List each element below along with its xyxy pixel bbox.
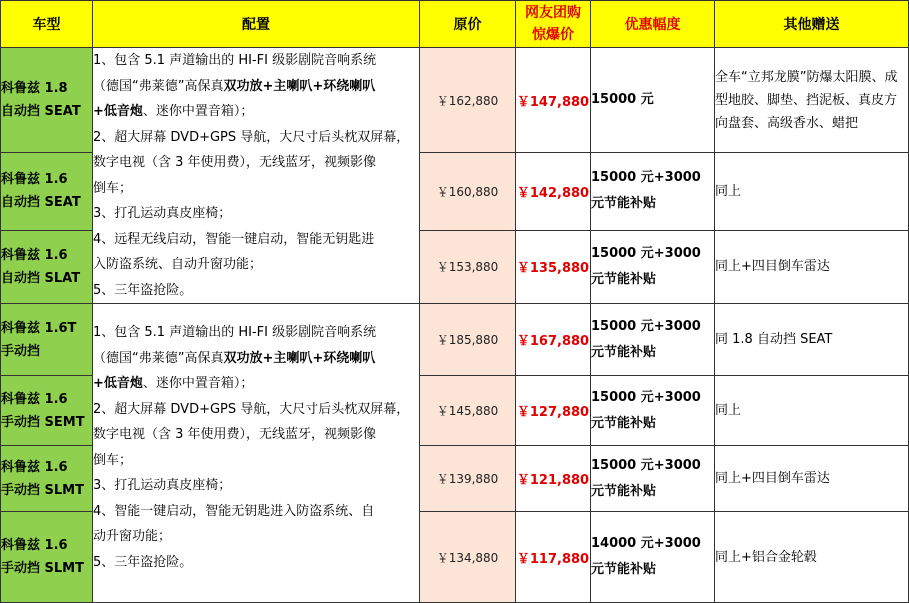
discount-line1: 14000 元+3000 [591, 536, 701, 551]
gift-cell: 同上 [715, 153, 909, 231]
discount-line2: 元节能补贴 [591, 271, 657, 287]
config-line: 1、包含 5.1 声道输出的 HI-FI 级影剧院音响系统 [93, 325, 377, 340]
orig-price: ￥139,880 [420, 446, 516, 512]
config-line: 倒车； [93, 180, 133, 196]
gift-cell: 同上 [715, 376, 909, 446]
config-line: +低音炮、迷你中置音箱）； [93, 104, 254, 119]
discount-cell [591, 48, 715, 153]
model-cell [1, 376, 93, 446]
table-row [1, 304, 909, 376]
table-row [1, 48, 909, 153]
discount-line1: 15000 元+3000 [591, 457, 701, 473]
orig-price: ￥153,880 [420, 230, 516, 303]
discount-line1: 15000 元 [591, 92, 654, 108]
deal-price: ￥121,880 [516, 446, 591, 512]
deal-price: ￥167,880 [516, 304, 591, 376]
config-line: 5、三年盗抢险。 [93, 282, 193, 298]
discount-cell [591, 153, 715, 231]
model-cell [1, 512, 93, 603]
header-config: 配置 [93, 1, 420, 48]
header-deal-price-line2: 惊爆价 [532, 27, 574, 43]
config-line: 5、三年盗抢险。 [93, 554, 193, 570]
discount-line2: 元节能补贴 [591, 415, 657, 431]
discount-line1: 15000 元+3000 [591, 318, 701, 334]
model-cell [1, 230, 93, 303]
discount-cell [591, 376, 715, 446]
discount-line1: 15000 元+3000 [591, 170, 701, 186]
config-line: 4、远程无线启动，智能一键启动，智能无钥匙进 [93, 231, 375, 247]
discount-line2: 元节能补贴 [591, 344, 657, 360]
config-line: 3、打孔运动真皮座椅； [93, 206, 232, 221]
model-trim: 手动挡 [1, 343, 41, 359]
model-cell [1, 153, 93, 231]
model-name: 科鲁兹 1.6 [1, 247, 68, 263]
config-line: 4、智能一键启动，智能无钥匙进入防盗系统、自 [93, 503, 375, 519]
config-line: （德国“弗莱德”高保真双功放+主喇叭+环绕喇叭 [93, 78, 376, 94]
gift-cell: 同上+铝合金轮毂 [715, 512, 909, 603]
config-cell-auto [93, 48, 420, 304]
config-line: +低音炮、迷你中置音箱）； [93, 376, 254, 391]
deal-price: ￥135,880 [516, 230, 591, 303]
discount-line1: 15000 元+3000 [591, 245, 701, 261]
header-orig-price: 原价 [420, 1, 516, 48]
discount-cell [591, 512, 715, 603]
config-line: 1、包含 5.1 声道输出的 HI-FI 级影剧院音响系统 [93, 53, 377, 68]
header-model: 车型 [1, 1, 93, 48]
config-line: 倒车； [93, 452, 133, 468]
orig-price: ￥134,880 [420, 512, 516, 603]
model-trim: 自动挡 SEAT [1, 104, 81, 120]
config-line: 数字电视（含 3 年使用费），无线蓝牙，视频影像 [93, 427, 377, 442]
model-trim: 手动挡 SEMT [1, 414, 85, 430]
model-name: 科鲁兹 1.6T [1, 320, 77, 336]
config-line: 入防盗系统、自动升窗功能； [93, 257, 263, 272]
orig-price: ￥185,880 [420, 304, 516, 376]
config-line: 2、超大屏幕 DVD+GPS 导航，大尺寸后头枕双屏幕， [93, 129, 410, 145]
config-line: 2、超大屏幕 DVD+GPS 导航，大尺寸后头枕双屏幕， [93, 401, 410, 417]
model-cell [1, 446, 93, 512]
model-cell [1, 48, 93, 153]
discount-line2: 元节能补贴 [591, 483, 657, 499]
model-cell [1, 304, 93, 376]
model-trim: 自动挡 SEAT [1, 195, 81, 211]
discount-line2: 元节能补贴 [591, 196, 657, 212]
model-name: 科鲁兹 1.6 [1, 391, 68, 407]
orig-price: ￥162,880 [420, 48, 516, 153]
discount-cell [591, 446, 715, 512]
header-discount: 优惠幅度 [591, 1, 715, 48]
model-trim: 自动挡 SLAT [1, 270, 81, 286]
orig-price: ￥145,880 [420, 376, 516, 446]
model-name: 科鲁兹 1.6 [1, 459, 68, 475]
header-deal-price-line1: 网友团购 [525, 5, 581, 21]
config-line: 动升窗功能； [93, 529, 172, 544]
header-gifts: 其他赠送 [715, 1, 909, 48]
gift-cell: 全车“立邦龙膜”防爆太阳膜、成型地胶、脚垫、挡泥板、真皮方向盘套、高级香水、蜡把 [715, 48, 909, 153]
header-row [1, 1, 909, 48]
deal-price: ￥142,880 [516, 153, 591, 231]
model-trim: 手动挡 SLMT [1, 482, 84, 498]
config-line: 数字电视（含 3 年使用费），无线蓝牙，视频影像 [93, 155, 377, 170]
header-deal-price [516, 1, 591, 48]
model-name: 科鲁兹 1.6 [1, 172, 68, 188]
config-cell-manual [93, 304, 420, 603]
gift-cell: 同 1.8 自动挡 SEAT [715, 304, 909, 376]
model-name: 科鲁兹 1.8 [1, 81, 68, 97]
deal-price: ￥117,880 [516, 512, 591, 603]
gift-cell: 同上+四目倒车雷达 [715, 230, 909, 303]
config-line: 3、打孔运动真皮座椅； [93, 478, 232, 493]
gift-cell: 同上+四目倒车雷达 [715, 446, 909, 512]
discount-cell [591, 230, 715, 303]
discount-line2: 元节能补贴 [591, 562, 657, 577]
config-line: （德国“弗莱德”高保真双功放+主喇叭+环绕喇叭 [93, 350, 376, 366]
orig-price: ￥160,880 [420, 153, 516, 231]
model-trim: 手动挡 SLMT [1, 561, 84, 576]
deal-price: ￥127,880 [516, 376, 591, 446]
discount-cell [591, 304, 715, 376]
discount-line1: 15000 元+3000 [591, 389, 701, 405]
model-name: 科鲁兹 1.6 [1, 538, 68, 553]
deal-price: ￥147,880 [516, 48, 591, 153]
